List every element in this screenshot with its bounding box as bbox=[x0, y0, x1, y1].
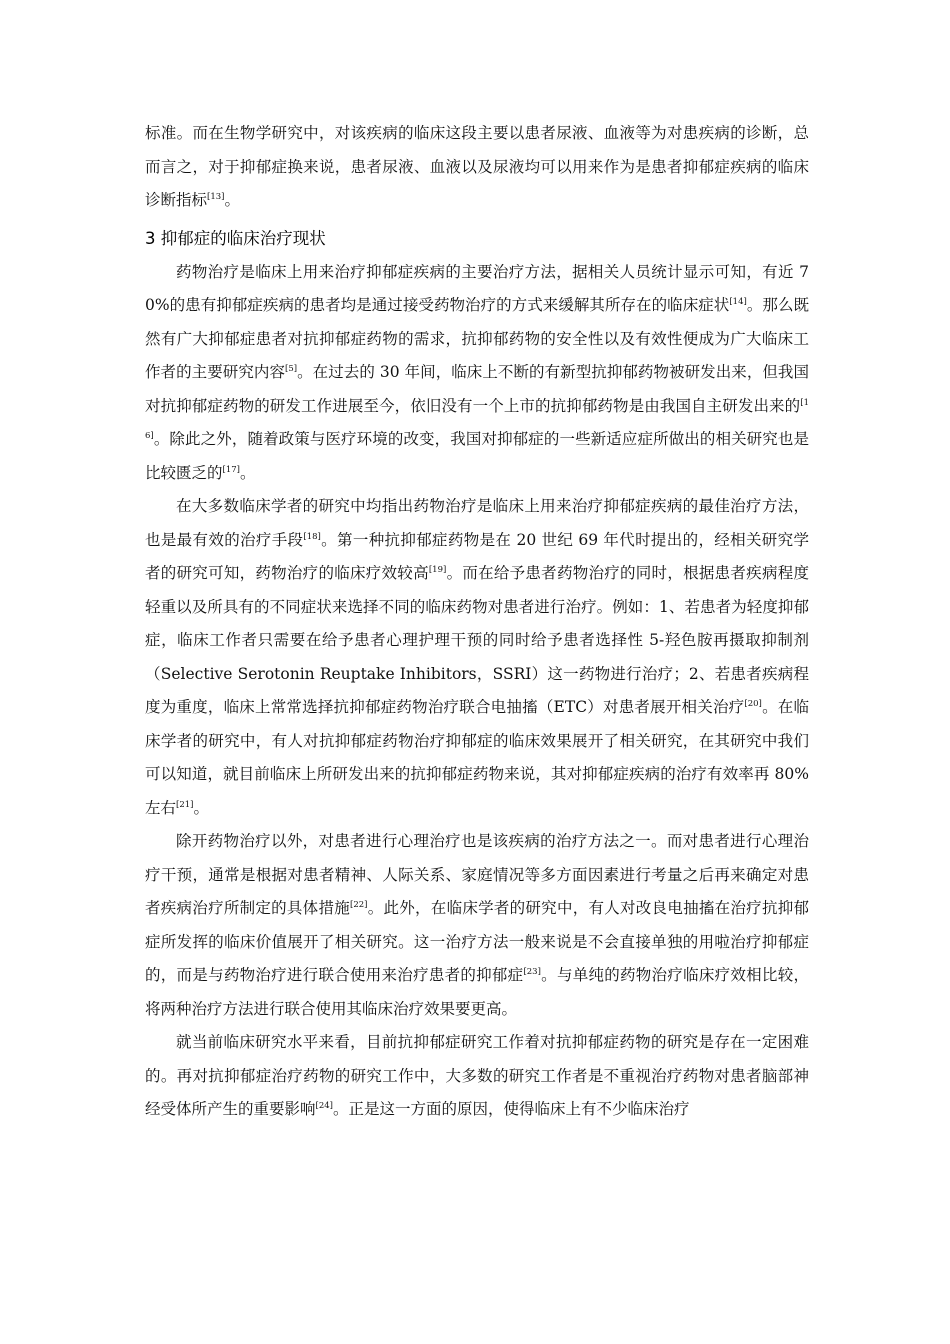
paragraph-text: 。在临床学者的研究中，有人对抗抑郁症药物治疗抑郁症的临床效果展开了相关研究，在其研究中我们可以知道，就目前临床上所研发出来的抗抑郁症药物来说，其对抑郁症疾病的治疗有效率再 80%左右 bbox=[145, 698, 809, 817]
paragraph-best-treatment bbox=[145, 490, 809, 825]
document-body bbox=[145, 117, 809, 1127]
intro-end: 。 bbox=[224, 191, 240, 209]
citation-13: [13] bbox=[207, 192, 225, 202]
citation-17: [17] bbox=[222, 464, 240, 475]
citation-21: [21] bbox=[176, 799, 194, 810]
paragraph-text: 。除此之外，随着政策与医疗环境的改变，我国对抑郁症的一些新适应症所做出的相关研究也是比较匮乏的 bbox=[145, 430, 809, 482]
intro-text: 标准。而在生物学研究中，对该疾病的临床这段主要以患者尿液、血液等为对患疾病的诊断，总而言之，对于抑郁症换来说，患者尿液、血液以及尿液均可以用来作为是患者抑郁症疾病的临床诊断指标 bbox=[145, 124, 809, 209]
section-heading: 3 抑郁症的临床治疗现状 bbox=[145, 228, 326, 248]
citation-23: [23] bbox=[523, 967, 541, 977]
paragraph-text: 。 bbox=[193, 798, 209, 817]
citation-16: [16] bbox=[145, 397, 809, 441]
paragraph-psychotherapy bbox=[145, 825, 809, 1026]
citation-24: [24] bbox=[315, 1101, 333, 1111]
intro-paragraph bbox=[145, 117, 809, 218]
paragraph-text: 。正是这一方面的原因，使得临床上有不少临床治疗 bbox=[332, 1100, 690, 1118]
paragraph-drug-therapy bbox=[145, 256, 809, 491]
paragraph-text: 药物治疗是临床上用来治疗抑郁症疾病的主要治疗方法，据相关人员统计显示可知，有近 70%的患有抑郁症疾病的患者均是通过接受药物治疗的方式来缓解其所存在的临床症状 bbox=[145, 262, 809, 314]
paragraph-text: 就当前临床研究水平来看，目前抗抑郁症研究工作着对抗抑郁症药物的研究是存在一定困难的。再对抗抑郁症治疗药物的研究工作中，大多数的研究工作者是不重视治疗药物对患者脑部神经受体所产生的重要影响 bbox=[145, 1033, 809, 1118]
paragraph-text: 。而在给予患者药物治疗的同时，根据患者疾病程度轻重以及所具有的不同症状来选择不同的临床药物对患者进行治疗。例如：1、若患者为轻度抑郁症，临床工作者只需要在给予患者心理护理干预的同时给予患者选择性 5-羟色胺再摄取抑制剂（Selective Serotonin Reuptake Inhibitors，SSRI）这一药物进行治疗；2、若患者疾病程度为重度，临床上常常选择抗抑郁症药物治疗联合电抽搐（ETC）对患者展开相关治疗 bbox=[145, 564, 809, 716]
paragraph-text: 。与单纯的药物治疗临床疗效相比较，将两种治疗方法进行联合使用其临床治疗效果要更高。 bbox=[145, 966, 809, 1018]
citation-14: [14] bbox=[729, 297, 747, 307]
citation-22: [22] bbox=[350, 900, 368, 910]
citation-20: [20] bbox=[744, 699, 762, 709]
citation-5: [5] bbox=[285, 364, 298, 374]
paragraph-text: 。 bbox=[239, 463, 256, 482]
paragraph-text: 除开药物治疗以外，对患者进行心理治疗也是该疾病的治疗方法之一。而对患者进行心理治疗干预，通常是根据对患者精神、人际关系、家庭情况等多方面因素进行考量之后再来确定对患者疾病治疗所制定的具体措施 bbox=[145, 832, 809, 917]
paragraph-text: 。那么既然有广大抑郁症患者对抗抑郁症药物的需求，抗抑郁药物的安全性以及有效性便成为广大临床工作者的主要研究内容 bbox=[145, 296, 809, 381]
paragraph-text: 在大多数临床学者的研究中均指出药物治疗是临床上用来治疗抑郁症疾病的最佳治疗方法，也是最有效的治疗手段 bbox=[145, 497, 809, 549]
citation-19: [19] bbox=[428, 565, 447, 575]
paragraph-text: 。在过去的 30 年间，临床上不断的有新型抗抑郁药物被研发出来，但我国对抗抑郁症药物的研发工作进展至今，依旧没有一个上市的抗抑郁药物是由我国自主研发出来的 bbox=[145, 363, 809, 415]
paragraph-research-status bbox=[145, 1026, 809, 1127]
paragraph-text: 。此外，在临床学者的研究中，有人对改良电抽搐在治疗抗抑郁症所发挥的临床价值展开了相关研究。这一治疗方法一般来说是不会直接单独的用啦治疗抑郁症的，而是与药物治疗进行联合使用来治疗患者的抑郁症 bbox=[145, 899, 809, 984]
paragraph-text: 。第一种抗抑郁症药物是在 20 世纪 69 年代时提出的，经相关研究学者的研究可知，药物治疗的临床疗效较高 bbox=[145, 530, 809, 582]
citation-18: [18] bbox=[303, 531, 321, 542]
